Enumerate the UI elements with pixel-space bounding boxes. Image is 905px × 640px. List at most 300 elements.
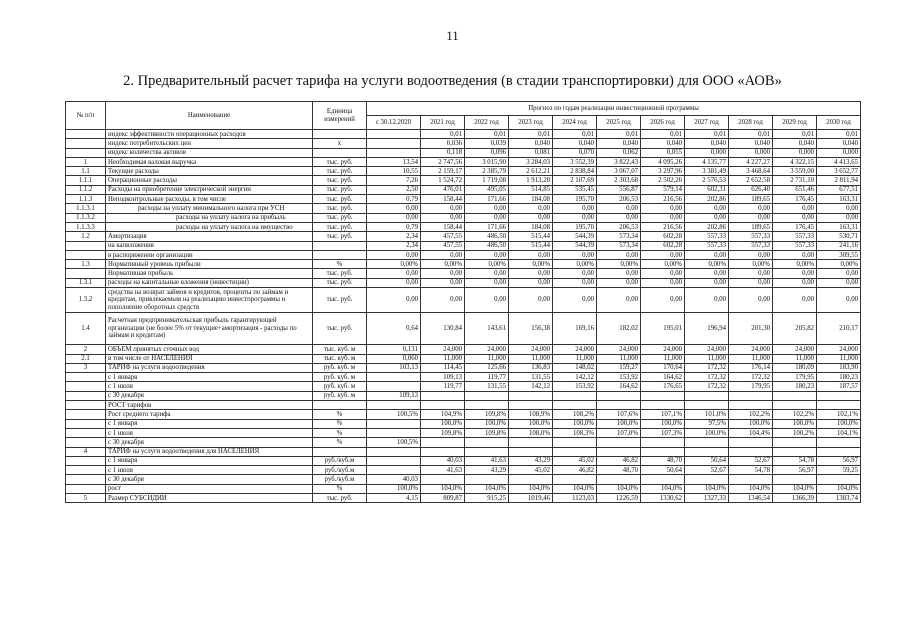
row-unit: руб. куб. м <box>313 382 367 391</box>
row-value: 2 652,58 <box>729 176 773 185</box>
header-year: 2027 год <box>685 116 729 130</box>
row-value: 109,13 <box>421 373 465 382</box>
row-value: 0,00 <box>641 269 685 278</box>
row-value: 24,000 <box>421 345 465 354</box>
row-value: 41,63 <box>465 456 509 465</box>
row-value: 602,28 <box>641 232 685 241</box>
row-value <box>367 373 421 382</box>
table-row <box>66 195 861 204</box>
row-unit <box>313 250 367 259</box>
row-value <box>367 382 421 391</box>
row-value: 206,53 <box>597 195 641 204</box>
row-value: 180,09 <box>773 363 817 372</box>
row-name: Размер СУБСИДИИ <box>106 493 313 502</box>
row-unit: тыс. руб. <box>313 278 367 287</box>
row-value: 0,00 <box>597 288 641 313</box>
row-value <box>509 401 553 410</box>
row-value: 24,000 <box>597 345 641 354</box>
table-row <box>66 148 861 157</box>
row-value: 179,95 <box>729 382 773 391</box>
row-number <box>66 148 106 157</box>
row-value: 0,01 <box>817 130 861 139</box>
row-value: 0,64 <box>367 312 421 344</box>
row-value: 107,0% <box>597 428 641 437</box>
row-value: 556,87 <box>597 185 641 194</box>
row-value: 0,096 <box>465 148 509 157</box>
row-value: 486,50 <box>465 241 509 250</box>
row-name: с 1 января <box>106 419 313 428</box>
table-row <box>66 391 861 400</box>
row-value <box>367 428 421 437</box>
row-value: 59,25 <box>817 466 861 475</box>
table-row <box>66 447 861 456</box>
row-number <box>66 241 106 250</box>
row-value: 0,01 <box>641 130 685 139</box>
row-unit: руб./куб.м <box>313 475 367 484</box>
row-value: 119,77 <box>421 382 465 391</box>
row-name: ТАРИФ на услуги водоотведения <box>106 363 313 372</box>
row-value <box>685 438 729 447</box>
row-value: 0,00 <box>367 269 421 278</box>
row-value: 2 576,53 <box>685 176 729 185</box>
row-value: 158,44 <box>421 195 465 204</box>
row-unit: руб. куб. м <box>313 373 367 382</box>
table-row <box>66 382 861 391</box>
row-value: 2 612,21 <box>509 167 553 176</box>
row-value: 0,00 <box>773 278 817 287</box>
row-value: 1366,39 <box>773 493 817 502</box>
page-number: 11 <box>446 28 459 43</box>
row-value: 0,00% <box>421 260 465 269</box>
row-value: 557,33 <box>773 232 817 241</box>
row-value: 0,00 <box>509 250 553 259</box>
row-value: 11,000 <box>773 354 817 363</box>
row-value: 0,00% <box>817 260 861 269</box>
row-value <box>509 438 553 447</box>
row-value: 0,131 <box>367 345 421 354</box>
row-value: 114,45 <box>421 363 465 372</box>
row-value <box>597 475 641 484</box>
row-value: 56,97 <box>817 456 861 465</box>
row-unit: руб./куб.м <box>313 456 367 465</box>
row-value: 43,29 <box>465 466 509 475</box>
row-value: 0,00 <box>465 269 509 278</box>
row-name: ОБЪЕМ принятых сточных вод <box>106 345 313 354</box>
row-value: 0,040 <box>597 139 641 148</box>
row-value <box>421 438 465 447</box>
table-row <box>66 250 861 259</box>
row-value: 0,000 <box>685 148 729 157</box>
row-number <box>66 250 106 259</box>
row-unit: % <box>313 419 367 428</box>
row-unit: % <box>313 438 367 447</box>
table-row <box>66 345 861 354</box>
row-value: 1330,62 <box>641 493 685 502</box>
row-value: 0,118 <box>421 148 465 157</box>
row-value <box>553 475 597 484</box>
row-value: 0,00 <box>421 204 465 213</box>
row-unit: % <box>313 428 367 437</box>
row-value: 102,1% <box>817 410 861 419</box>
row-number <box>66 438 106 447</box>
row-value: 100,0% <box>367 484 421 493</box>
row-value: 0,00 <box>597 278 641 287</box>
table-row <box>66 167 861 176</box>
row-value: 1327,33 <box>685 493 729 502</box>
row-value: 1 913,28 <box>509 176 553 185</box>
row-value: 0,00 <box>685 288 729 313</box>
row-value <box>421 391 465 400</box>
row-value: 24,000 <box>685 345 729 354</box>
row-value: 0,040 <box>817 139 861 148</box>
row-name: РОСТ тарифов <box>106 401 313 410</box>
row-value: 0,00 <box>465 204 509 213</box>
row-unit: тыс. руб. <box>313 232 367 241</box>
row-value: 216,56 <box>641 195 685 204</box>
row-value: 0,00 <box>465 278 509 287</box>
row-name: на капвложения <box>106 241 313 250</box>
row-value: 3 015,90 <box>465 157 509 166</box>
row-value: 0,00 <box>641 288 685 313</box>
table-row <box>66 204 861 213</box>
row-number: 1.2 <box>66 232 106 241</box>
row-value: 2 731,10 <box>773 176 817 185</box>
row-value <box>773 401 817 410</box>
row-value: 104,0% <box>465 484 509 493</box>
row-value <box>509 391 553 400</box>
row-value: 43,29 <box>509 456 553 465</box>
row-value: 3 552,39 <box>553 157 597 166</box>
row-value: 172,32 <box>685 373 729 382</box>
row-value: 0,00 <box>597 204 641 213</box>
row-value: 1346,54 <box>729 493 773 502</box>
row-value: 0,00 <box>817 288 861 313</box>
row-value: 101,0% <box>685 410 729 419</box>
row-value: 0,040 <box>509 139 553 148</box>
row-value: 100,0% <box>553 419 597 428</box>
row-value: 189,65 <box>729 195 773 204</box>
row-name: в распоряжении организации <box>106 250 313 259</box>
row-value: 915,25 <box>465 493 509 502</box>
row-value: 0,00 <box>817 204 861 213</box>
row-value: 195,70 <box>553 222 597 231</box>
table-row <box>66 438 861 447</box>
page-title: 2. Предварительный расчет тарифа на услуги водоотведения (в стадии транспортировки) для ООО «АОВ» <box>123 73 782 89</box>
row-value: 0,00 <box>553 250 597 259</box>
row-value: 50,64 <box>641 466 685 475</box>
row-value <box>509 475 553 484</box>
row-name: расходы на уплату налога на прибыль <box>106 213 313 222</box>
row-number: 1.1.2 <box>66 185 106 194</box>
row-value: 11,000 <box>553 354 597 363</box>
row-value <box>641 391 685 400</box>
row-unit: тыс. руб. <box>313 204 367 213</box>
row-value: 0,00 <box>553 213 597 222</box>
row-value: 109,8% <box>465 428 509 437</box>
row-value: 11,000 <box>685 354 729 363</box>
row-number: 1.3 <box>66 260 106 269</box>
row-value: 184,08 <box>509 195 553 204</box>
row-value: 1123,03 <box>553 493 597 502</box>
row-value: 202,86 <box>685 222 729 231</box>
row-value: 0,00% <box>729 260 773 269</box>
row-number <box>66 269 106 278</box>
row-number: 4 <box>66 447 106 456</box>
row-number: 1.1.3.3 <box>66 222 106 231</box>
row-value <box>685 475 729 484</box>
row-unit: руб. куб. м <box>313 363 367 372</box>
row-value: 104,0% <box>597 484 641 493</box>
row-value: 172,32 <box>685 382 729 391</box>
row-value: 164,62 <box>641 373 685 382</box>
row-value: 7,26 <box>367 176 421 185</box>
row-unit: руб. куб. м <box>313 391 367 400</box>
row-value: 0,00 <box>509 204 553 213</box>
row-value: 136,83 <box>509 363 553 372</box>
row-value: 0,00 <box>729 204 773 213</box>
row-unit: х <box>313 139 367 148</box>
tariff-table <box>65 101 861 503</box>
row-value: 557,33 <box>729 241 773 250</box>
row-value: 153,92 <box>597 373 641 382</box>
row-value: 2 159,17 <box>421 167 465 176</box>
row-value: 0,00 <box>421 269 465 278</box>
row-name: рост <box>106 484 313 493</box>
row-value: 48,70 <box>597 466 641 475</box>
row-unit: тыс. руб. <box>313 493 367 502</box>
row-value: 0,01 <box>421 130 465 139</box>
row-value: 557,33 <box>685 241 729 250</box>
row-value: 24,000 <box>773 345 817 354</box>
row-value: 0,00 <box>685 250 729 259</box>
row-value: 3 559,00 <box>773 167 817 176</box>
row-value: 172,32 <box>729 373 773 382</box>
row-number <box>66 373 106 382</box>
row-value: 202,86 <box>685 195 729 204</box>
table-row <box>66 363 861 372</box>
row-value: 45,02 <box>509 466 553 475</box>
row-value <box>729 447 773 456</box>
table-row <box>66 484 861 493</box>
table-row <box>66 456 861 465</box>
header-year: 2024 год <box>553 116 597 130</box>
row-value: 108,3% <box>553 428 597 437</box>
row-value: 0,039 <box>465 139 509 148</box>
table-row <box>66 269 861 278</box>
row-value: 1 719,08 <box>465 176 509 185</box>
header-year: 2030 год <box>817 116 861 130</box>
table-row <box>66 288 861 313</box>
row-value: 0,00% <box>597 260 641 269</box>
row-number: 1.1 <box>66 167 106 176</box>
row-unit <box>313 401 367 410</box>
row-value: 104,0% <box>509 484 553 493</box>
row-value: 4 227,27 <box>729 157 773 166</box>
row-value: 158,44 <box>421 222 465 231</box>
row-value: 100,0% <box>597 419 641 428</box>
row-value: 602,28 <box>641 241 685 250</box>
row-name: Расходы на приобретение электрической энергии <box>106 185 313 194</box>
row-value: 104,0% <box>729 484 773 493</box>
row-value: 163,31 <box>817 195 861 204</box>
row-value: 24,000 <box>729 345 773 354</box>
row-value: 0,00 <box>729 288 773 313</box>
row-value: 206,53 <box>597 222 641 231</box>
header-num: № п/п <box>66 102 106 130</box>
row-value: 11,000 <box>641 354 685 363</box>
row-value: 119,77 <box>465 373 509 382</box>
row-value: 0,00 <box>421 250 465 259</box>
row-unit: тыс. руб. <box>313 288 367 313</box>
row-value <box>641 401 685 410</box>
row-value: 544,39 <box>553 232 597 241</box>
row-value: 514,85 <box>509 185 553 194</box>
row-value <box>685 447 729 456</box>
table-row <box>66 232 861 241</box>
row-value: 2 502,26 <box>641 176 685 185</box>
row-value: 3 067,07 <box>597 167 641 176</box>
row-value: 2 303,68 <box>597 176 641 185</box>
row-value <box>421 475 465 484</box>
table-row <box>66 139 861 148</box>
row-value: 24,000 <box>817 345 861 354</box>
row-value: 0,00 <box>817 269 861 278</box>
table-row <box>66 176 861 185</box>
row-value: 104,0% <box>421 484 465 493</box>
row-value: 0,00 <box>553 204 597 213</box>
row-value: 4 135,77 <box>685 157 729 166</box>
row-value: 24,000 <box>465 345 509 354</box>
row-value <box>553 438 597 447</box>
row-value: 46,82 <box>597 456 641 465</box>
header-unit: Единица измерений <box>313 102 367 130</box>
row-value: 179,95 <box>773 373 817 382</box>
row-value: 0,00 <box>729 269 773 278</box>
row-value: 0,00 <box>685 269 729 278</box>
row-unit: тыс. руб. <box>313 176 367 185</box>
table-row <box>66 241 861 250</box>
row-value: 809,87 <box>421 493 465 502</box>
row-value: 100,2% <box>773 428 817 437</box>
row-value: 11,000 <box>465 354 509 363</box>
row-name: с 1 января <box>106 456 313 465</box>
row-number <box>66 419 106 428</box>
row-name: индекс количества активов <box>106 148 313 157</box>
row-value: 187,57 <box>817 382 861 391</box>
row-value: 52,67 <box>685 466 729 475</box>
row-value <box>817 438 861 447</box>
row-name: расходы на капитальные вложения (инвестиции) <box>106 278 313 287</box>
row-value <box>641 475 685 484</box>
row-value: 104,0% <box>641 484 685 493</box>
row-unit: % <box>313 260 367 269</box>
row-value: 11,000 <box>509 354 553 363</box>
row-value: 2 747,56 <box>421 157 465 166</box>
row-value <box>597 438 641 447</box>
row-value <box>367 447 421 456</box>
row-value: 40,03 <box>367 475 421 484</box>
row-value: 170,64 <box>641 363 685 372</box>
row-value: 0,040 <box>685 139 729 148</box>
table-row <box>66 278 861 287</box>
row-value: 0,00 <box>817 278 861 287</box>
row-value: 109,13 <box>367 391 421 400</box>
row-value: 0,00 <box>553 278 597 287</box>
row-value: 1 524,72 <box>421 176 465 185</box>
row-value <box>465 438 509 447</box>
row-value: 3 468,64 <box>729 167 773 176</box>
table-row <box>66 401 861 410</box>
row-value: 0,070 <box>553 148 597 157</box>
row-value: 0,062 <box>597 148 641 157</box>
row-value: 50,64 <box>685 456 729 465</box>
row-value: 104,9% <box>421 410 465 419</box>
row-value <box>465 391 509 400</box>
row-value: 0,055 <box>641 148 685 157</box>
row-value: 107,1% <box>641 410 685 419</box>
row-value: 104,0% <box>553 484 597 493</box>
row-value: 109,8% <box>465 410 509 419</box>
row-value: 0,01 <box>597 130 641 139</box>
row-value: 180,23 <box>817 373 861 382</box>
row-name: в том числе от НАСЕЛЕНИЯ <box>106 354 313 363</box>
row-value: 40,03 <box>421 456 465 465</box>
row-unit: тыс. куб. м <box>313 345 367 354</box>
row-value: 0,00 <box>465 288 509 313</box>
row-value: 476,01 <box>421 185 465 194</box>
row-name: Нормативная прибыль <box>106 269 313 278</box>
row-value: 52,67 <box>729 456 773 465</box>
row-number <box>66 456 106 465</box>
row-value: 142,12 <box>553 373 597 382</box>
row-value: 210,17 <box>817 312 861 344</box>
row-value: 0,00 <box>641 278 685 287</box>
row-number: 1.4 <box>66 312 106 344</box>
row-value: 176,45 <box>773 222 817 231</box>
row-value: 24,000 <box>509 345 553 354</box>
row-unit: тыс. руб. <box>313 222 367 231</box>
row-value <box>597 401 641 410</box>
row-value: 4 095,26 <box>641 157 685 166</box>
row-unit: % <box>313 484 367 493</box>
row-number: 1.1.3 <box>66 195 106 204</box>
row-value: 2,34 <box>367 232 421 241</box>
row-value: 180,23 <box>773 382 817 391</box>
row-unit <box>313 148 367 157</box>
row-value: 100,0% <box>817 419 861 428</box>
row-value: 100,0% <box>641 419 685 428</box>
row-value: 195,70 <box>553 195 597 204</box>
row-value: 0,00 <box>685 213 729 222</box>
row-number: 1.1.3.1 <box>66 204 106 213</box>
row-value: 100,0% <box>465 419 509 428</box>
row-value: 0,00 <box>367 213 421 222</box>
row-value: 102,2% <box>773 410 817 419</box>
row-value <box>597 391 641 400</box>
row-name: с 1 января <box>106 373 313 382</box>
row-value: 2 107,69 <box>553 176 597 185</box>
row-name: с 1 июля <box>106 428 313 437</box>
row-value <box>773 438 817 447</box>
row-number: 2 <box>66 345 106 354</box>
row-value: 104,0% <box>817 484 861 493</box>
row-value: 41,63 <box>421 466 465 475</box>
row-value: 183,90 <box>817 363 861 372</box>
row-value: 0,00 <box>421 213 465 222</box>
row-value <box>817 391 861 400</box>
row-value <box>367 148 421 157</box>
row-value: 495,05 <box>465 185 509 194</box>
